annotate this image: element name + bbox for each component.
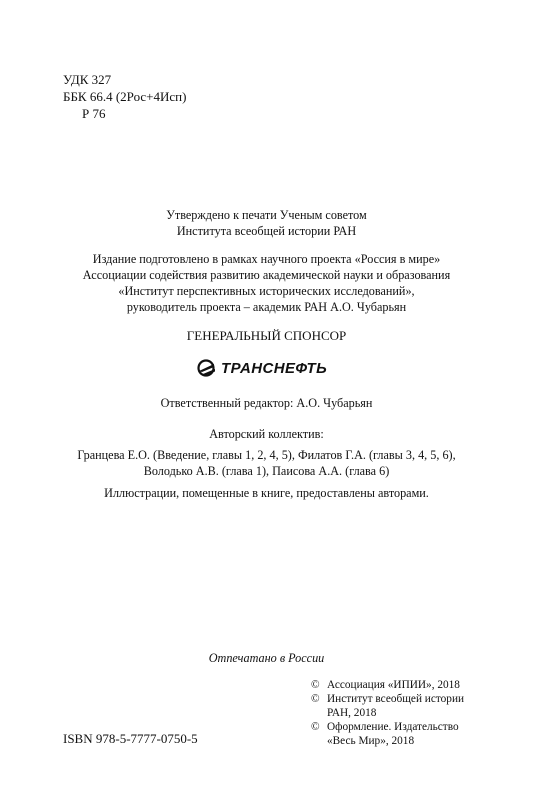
isbn: ISBN 978-5-7777-0750-5 — [63, 731, 198, 746]
project-line: «Институт перспективных исторических исследований», — [118, 284, 415, 298]
sponsor-logo — [197, 358, 342, 378]
copyright-symbol: © — [311, 693, 320, 705]
transneft-logo-icon — [197, 359, 217, 377]
project-line: Издание подготовлено в рамках научного проекта «Россия в мире» — [92, 252, 441, 266]
responsible-editor: Ответственный редактор: А.О. Чубарьян — [160, 396, 373, 410]
authors-line: Гранцева Е.О. (Введение, главы 1, 2, 4, 5), Филатов Г.А. (главы 3, 4, 5, 6), — [77, 448, 456, 462]
copyright-text: Институт всеобщей истории — [327, 693, 465, 705]
copyright-item — [311, 678, 511, 693]
sponsor-heading: ГЕНЕРАЛЬНЫЙ СПОНСОР — [186, 328, 347, 343]
approval-line: Утверждено к печати Ученым советом — [166, 208, 367, 222]
copyright-symbol: © — [311, 679, 320, 691]
printed-in: Отпечатано в России — [208, 651, 325, 665]
udk-code: УДК 327 — [63, 72, 112, 87]
copyright-text: Ассоциация «ИПИИ», 2018 — [327, 679, 460, 691]
project-line: руководитель проекта – академик РАН А.О. Чубарьян — [126, 300, 407, 314]
approval-line: Института всеобщей истории РАН — [176, 224, 357, 238]
authors-line: Володько А.В. (глава 1), Паисова А.А. (глава 6) — [143, 464, 390, 478]
authors-list — [0, 447, 533, 479]
copyright-symbol: © — [311, 721, 320, 733]
copyright-text: Оформление. Издательство — [327, 721, 459, 733]
approval-note — [0, 207, 533, 239]
project-note — [0, 251, 533, 315]
author-mark: Р 76 — [82, 106, 106, 121]
authors-heading: Авторский коллектив: — [209, 427, 324, 441]
copyright-text: «Весь Мир», 2018 — [327, 735, 415, 747]
copyright-item — [311, 720, 511, 750]
sponsor-logo-text: ТРАНСНЕФТЬ — [221, 359, 328, 377]
illustrations-note: Иллюстрации, помещенные в книге, предоставлены авторами. — [104, 486, 429, 500]
copyright-text: РАН, 2018 — [327, 707, 377, 719]
bbk-code: ББК 66.4 (2Рос+4Исп) — [63, 89, 187, 104]
project-line: Ассоциации содействия развитию академической науки и образования — [82, 268, 451, 282]
copyright-item — [311, 692, 511, 722]
